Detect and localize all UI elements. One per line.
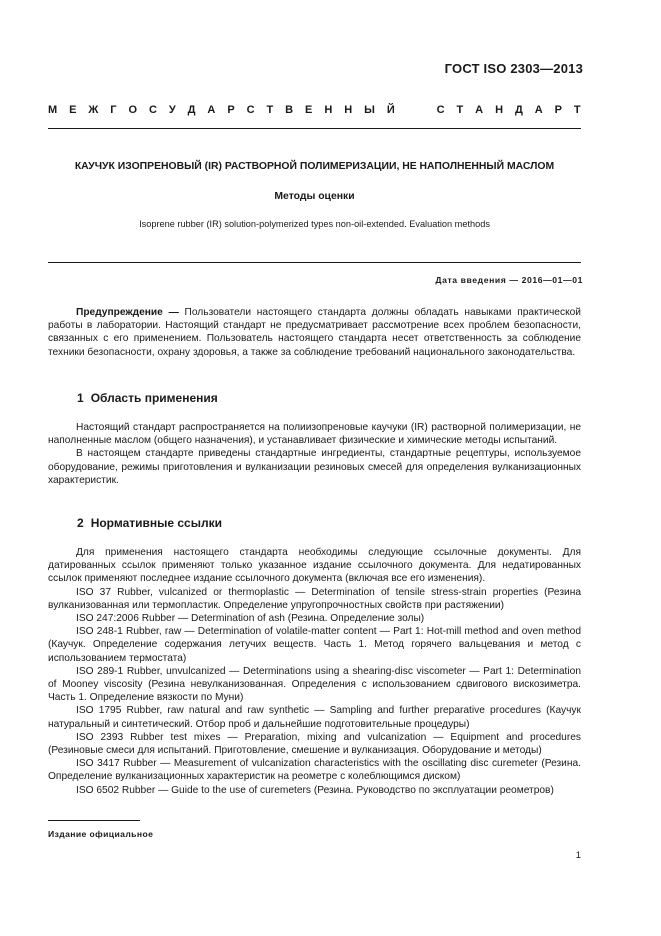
document-subtitle: Методы оценки: [274, 191, 355, 202]
paragraph: Настоящий стандарт распространяется на полиизопреновые каучуки (IR) растворной полимеризации, не наполненные маслом (общего назначения), и устанавливает физические и химические методы испытаний.: [48, 422, 581, 447]
official-edition-label: Издание официальное: [48, 829, 154, 839]
top-divider: [48, 128, 581, 129]
introduction-date: Дата введения — 2016—01—01: [435, 275, 583, 285]
interstate-standard-heading: М Е Ж Г О С У Д А Р С Т В Е Н Н Ы Й С Т А Н Д А Р Т: [48, 104, 581, 116]
warning-block: [48, 306, 581, 359]
section-title: Область применения: [90, 391, 218, 405]
reference-item: ISO 3417 Rubber — Measurement of vulcanization characteristics with the oscillating disc curemeter (Резина. Определение вулканизационных характеристик на реометре с колеблющимся диском): [48, 758, 581, 783]
section-2-body: [48, 546, 581, 797]
reference-item: ISO 37 Rubber, vulcanized or thermoplastic — Determination of tensile stress-strain properties (Резина вулканизованная или термопластик. Определение упругопрочностных свойств при растяжении): [48, 586, 581, 611]
section-1-body: [48, 421, 581, 487]
paragraph: В настоящем стандарте приведены стандартные ингредиенты, стандартные рецептуры, используемое оборудование, режимы приготовления и вулканизации резиновых смесей для определения вулканизационных характеристик.: [48, 448, 581, 486]
warning-text: Пользователи настоящего стандарта должны обладать навыками практической работы в лаборатории. Настоящий стандарт не предусматривает рассмотрение всех проблем безопасности, связанных с его применением. Пользователь настоящего стандарта несет ответственность за соблюдение техники безопасности, охрану здоровья, а также за соблюдение требований национального законодательства.: [48, 307, 581, 358]
section-2-heading: [77, 516, 222, 530]
section-number: 2: [77, 516, 84, 530]
english-title: Isoprene rubber (IR) solution-polymerized types non-oil-extended. Evaluation methods: [139, 219, 490, 229]
reference-item: ISO 1795 Rubber, raw natural and raw synthetic — Sampling and further preparative procedures (Каучук натуральный и синтетический. Отбор проб и дальнейшие подготовительные процедуры): [48, 705, 581, 730]
reference-item: ISO 247:2006 Rubber — Determination of ash (Резина. Определение золы): [76, 613, 425, 625]
reference-item: ISO 6502 Rubber — Guide to the use of curemeters (Резина. Руководство по эксплуатации реометров): [76, 784, 554, 796]
word-gap: [407, 104, 425, 116]
section-1-heading: [77, 391, 218, 405]
document-title: КАУЧУК ИЗОПРЕНОВЫЙ (IR) РАСТВОРНОЙ ПОЛИМЕРИЗАЦИИ, НЕ НАПОЛНЕННЫЙ МАСЛОМ: [74, 161, 555, 172]
title-divider: [48, 262, 581, 263]
warning-paragraph: [48, 306, 581, 359]
page-number: 1: [575, 850, 581, 861]
section-title: Нормативные ссылки: [90, 516, 222, 530]
paragraph: Для применения настоящего стандарта необходимы следующие ссылочные документы. Для датированных ссылок применяют только указанное издание ссылочного документа. Для недатированных ссылок применяют последнее издание ссылочного документа (включая все его изменения).: [48, 547, 581, 585]
footer-divider: [48, 820, 140, 821]
reference-item: ISO 248-1 Rubber, raw — Determination of volatile-matter content — Part 1: Hot-mill method and oven method (Каучук. Определение содержания летучих веществ. Часть 1. Метод горячего вальцевания и метод с использованием термостата): [48, 626, 581, 664]
reference-item: ISO 2393 Rubber test mixes — Preparation, mixing and vulcanization — Equipment and procedures (Резиновые смеси для испытаний. Приготовление, смешение и вулканизация. Оборудование и методы): [48, 731, 581, 757]
reference-item: ISO 289-1 Rubber, unvulcanized — Determinations using a shearing-disc viscometer — Part 1: Determination of Mooney viscosity (Резина невулканизованная. Определения с использованием сдвигового вискозиметра. Часть 1. Определение вязкости по Муни): [48, 665, 581, 704]
section-number: 1: [77, 391, 84, 405]
warning-label: Предупреждение —: [76, 307, 179, 318]
standard-code: ГОСТ ISO 2303—2013: [444, 61, 583, 76]
